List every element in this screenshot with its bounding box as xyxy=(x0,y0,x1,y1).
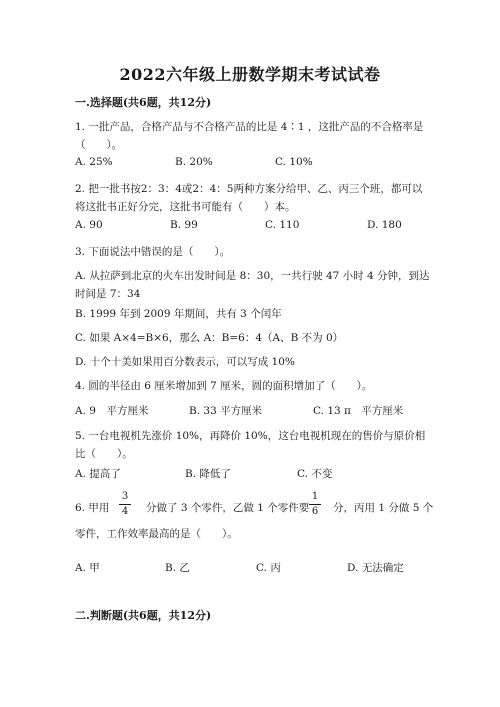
question-6-options xyxy=(75,560,455,576)
section-heading-choice: 一.选择题(共6题，共12分) xyxy=(75,96,212,109)
option-a: A. 甲 xyxy=(75,562,100,574)
question-6-line-2: 零件，工作效率最高的是（ ）。 xyxy=(75,528,238,540)
question-2-options xyxy=(75,219,455,235)
fraction-bar xyxy=(119,504,131,505)
question-3-option-a: A. 从拉萨到北京的火车出发时间是 8：30，一共行驶 47 小时 4 分钟，到达时间是 7：34 xyxy=(75,270,430,300)
question-6-part-3: 分，丙用 1 分做 5 个 xyxy=(333,502,434,514)
option-b: B. 降低了 xyxy=(185,468,231,480)
option-a: A. 90 xyxy=(75,219,103,231)
question-1-options xyxy=(75,156,455,172)
fraction-denominator: 6 xyxy=(311,506,319,517)
option-c: C. 丙 xyxy=(256,562,281,574)
option-c: C. 110 xyxy=(265,219,300,231)
question-6-part-2: 分做了 3 个零件，乙做 1 个零件要 xyxy=(146,502,310,514)
question-5: 5. 一台电视机先涨价 10%，再降价 10%，这台电视机现在的售价与原价相比（ ）。 xyxy=(75,430,426,460)
option-c: C. 不变 xyxy=(297,468,333,480)
option-a: A. 9 平方厘米 xyxy=(75,405,149,417)
question-3: 3. 下面说法中错误的是（ ）。 xyxy=(75,246,231,258)
fraction-numerator: 1 xyxy=(311,491,319,502)
question-6-part-1: 6. 甲用 xyxy=(75,502,110,514)
option-a: A. 提高了 xyxy=(75,468,121,480)
option-d: D. 无法确定 xyxy=(347,562,404,574)
section-heading-true-false: 二.判断题(共6题，共12分) xyxy=(75,609,212,622)
fraction-one-sixth xyxy=(309,491,321,518)
question-3-option-d: D. 十个十美如果用百分数表示，可以写成 10% xyxy=(75,356,295,368)
fraction-denominator: 4 xyxy=(121,506,129,517)
option-c: C. 13 π 平方厘米 xyxy=(313,405,404,417)
question-3-option-b: B. 1999 年到 2009 年期间，共有 3 个闰年 xyxy=(75,308,282,320)
option-d: D. 180 xyxy=(367,219,402,231)
question-3-option-c: C. 如果 A×4=B×6，那么 A：B=6：4（A、B 不为 0） xyxy=(75,332,344,344)
option-c: C. 10% xyxy=(275,156,313,168)
fraction-bar xyxy=(309,504,321,505)
fraction-three-quarters xyxy=(119,491,131,518)
option-b: B. 99 xyxy=(170,219,198,231)
question-4: 4. 圆的半径由 6 厘米增加到 7 厘米，圆的面积增加了（ ）。 xyxy=(75,380,373,392)
question-4-options xyxy=(75,403,455,419)
page-title: 2022六年级上册数学期末考试试卷 xyxy=(119,65,381,84)
question-2: 2. 把一批书按2：3：4或2：4：5两种方案分给甲、乙、丙三个班，都可以将这批书正好分完，这批书可能有（ ）本。 xyxy=(75,183,423,213)
fraction-numerator: 3 xyxy=(121,491,129,502)
option-b: B. 33 平方厘米 xyxy=(189,405,263,417)
question-5-options xyxy=(75,466,455,482)
option-b: B. 20% xyxy=(175,156,213,168)
option-b: B. 乙 xyxy=(165,562,190,574)
option-a: A. 25% xyxy=(75,156,113,168)
question-1: 1. 一批产品，合格产品与不合格产品的比是 4∶1 ，这批产品的不合格率是（ ）。 xyxy=(75,121,424,151)
